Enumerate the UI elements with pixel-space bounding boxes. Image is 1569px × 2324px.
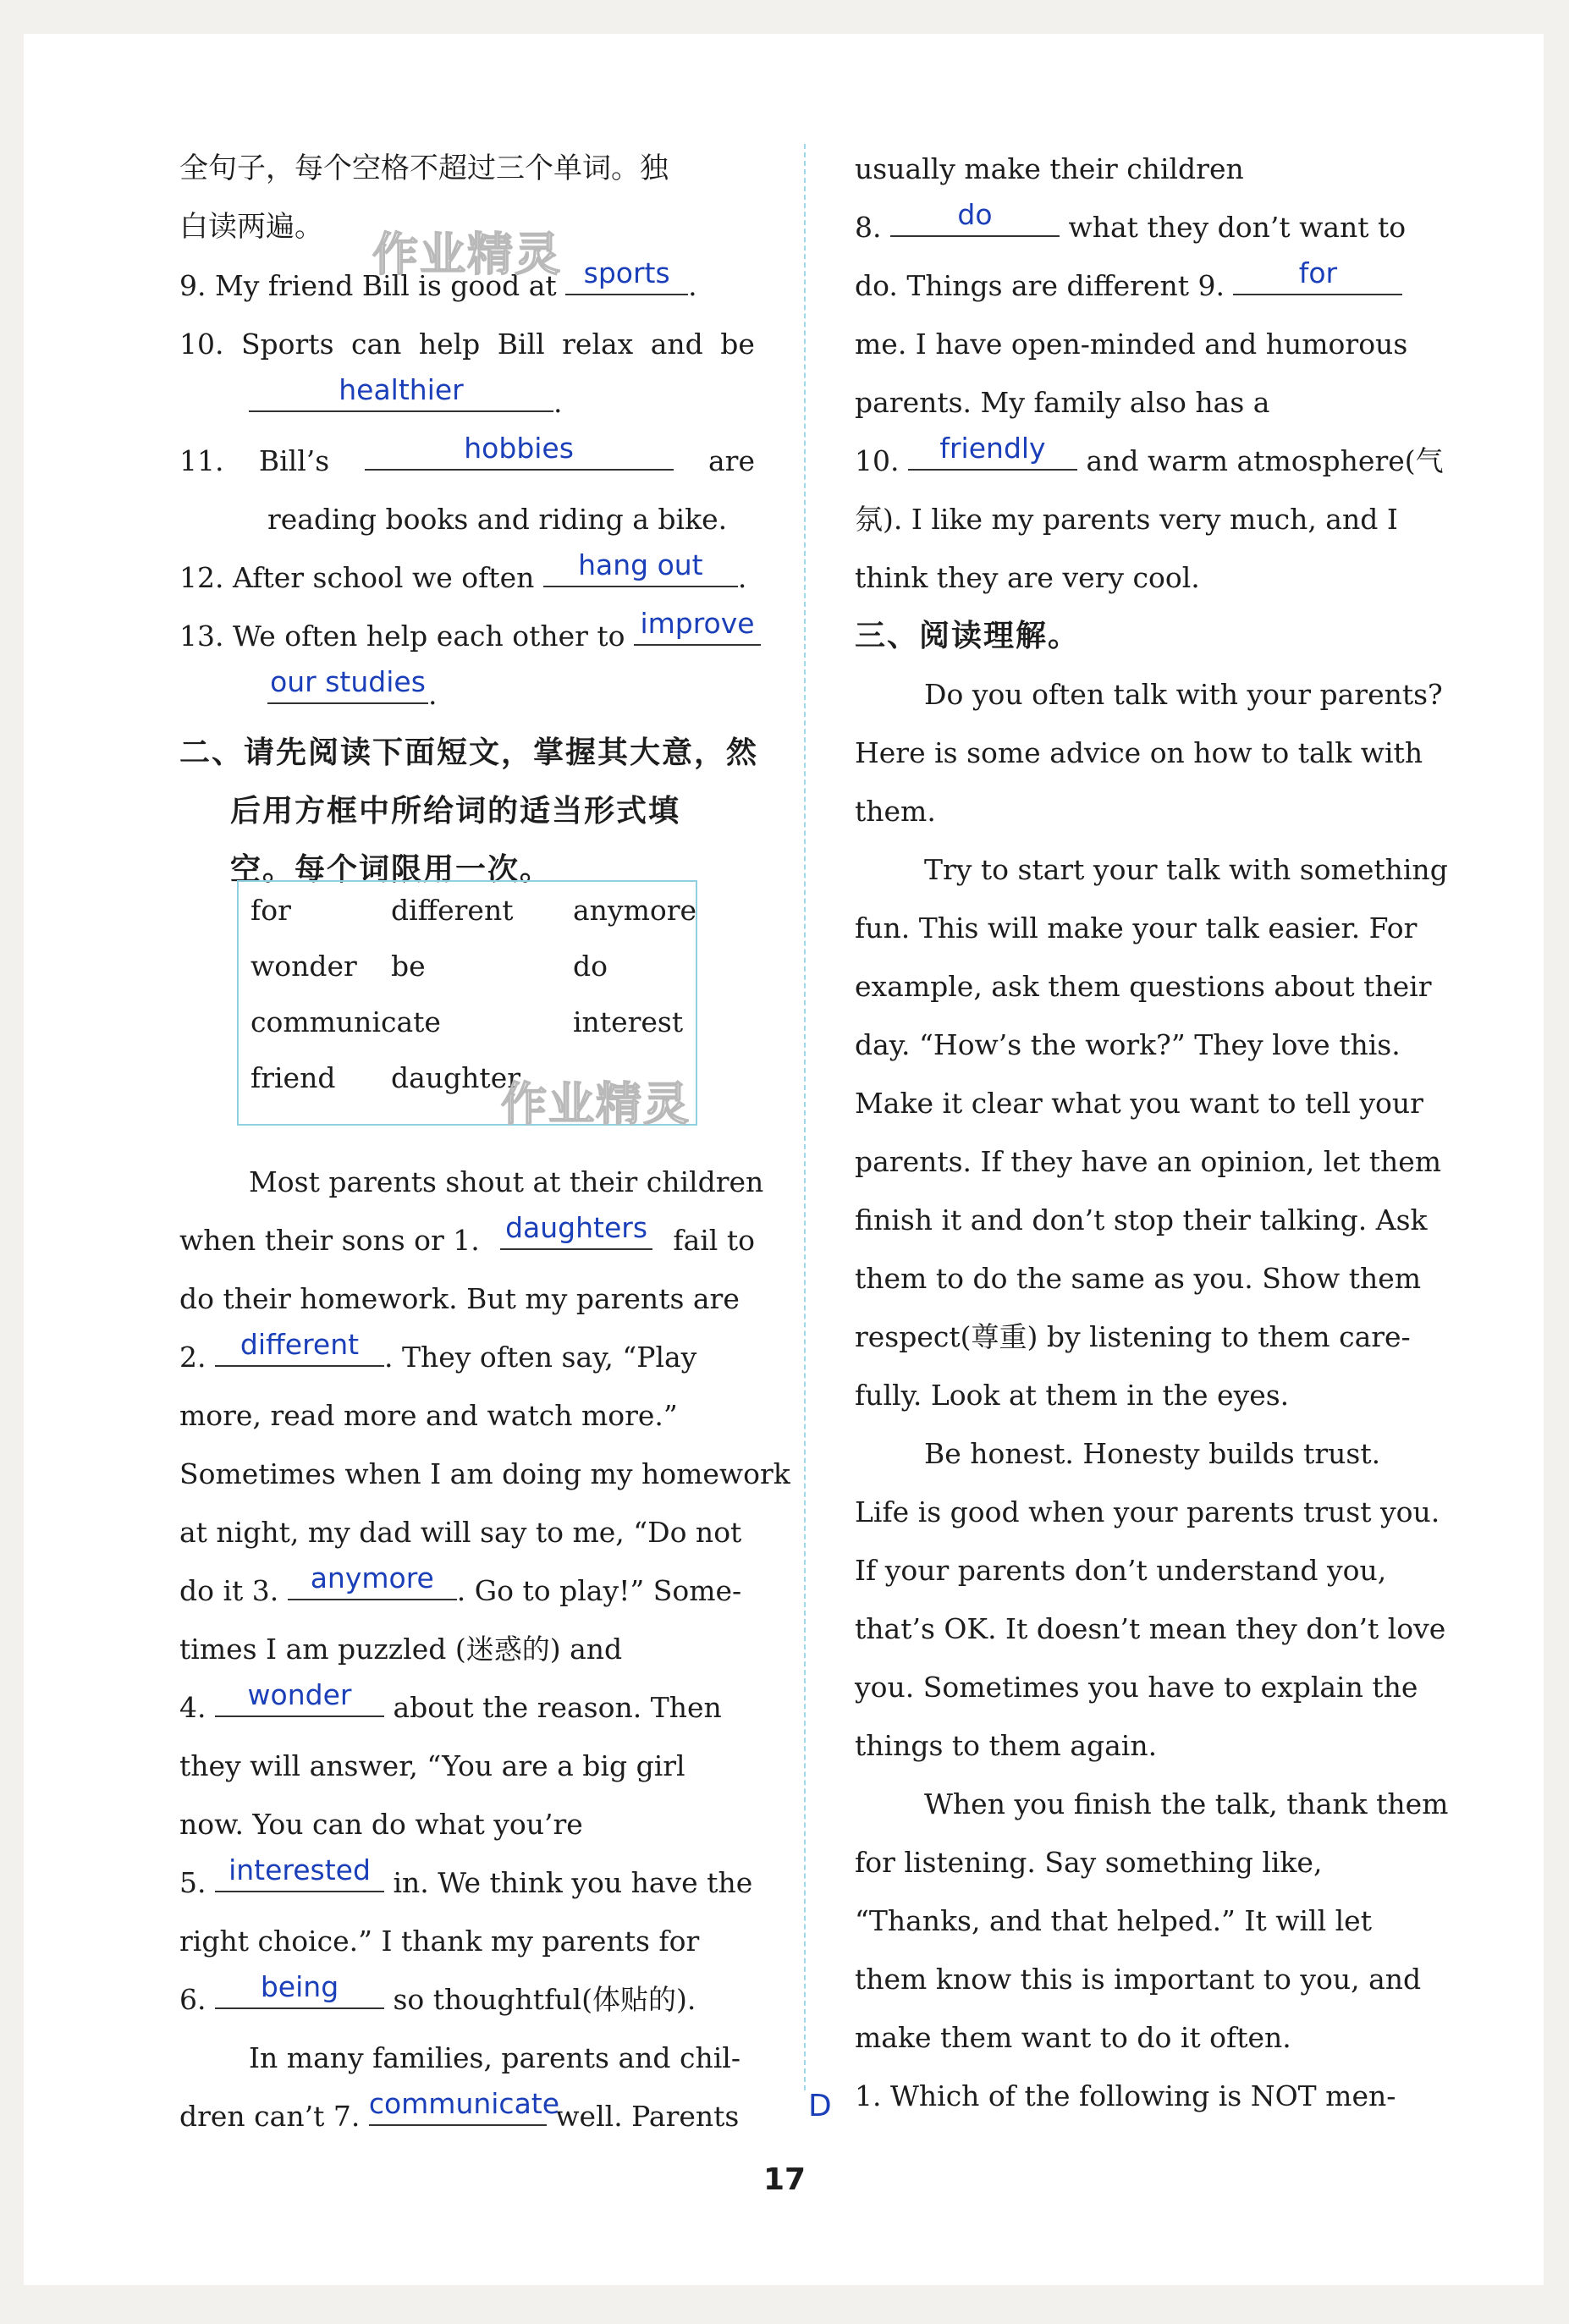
reading-line: Life is good when your parents trust you.	[855, 1495, 1440, 1528]
answer-blank[interactable]: healthier	[249, 382, 553, 412]
reading-line: you. Sometimes you have to explain the	[855, 1671, 1418, 1704]
reading-line: make them want to do it often.	[855, 2021, 1291, 2054]
word-box-item: communicate	[250, 1005, 441, 1038]
answer-blank[interactable]: our studies	[267, 674, 428, 704]
answer-blank[interactable]: hang out	[543, 557, 738, 587]
word-box-item: friend	[250, 1061, 336, 1094]
passage-line: they will answer, “You are a big girl	[179, 1749, 685, 1782]
passage-line: me. I have open-minded and humorous	[855, 328, 1408, 361]
reading-line: Here is some advice on how to talk with	[855, 736, 1423, 769]
question-13: 13. We often help each other to improve	[179, 607, 755, 665]
question-1: 1. Which of the following is NOT men-	[855, 2079, 1396, 2112]
passage-line: parents. My family also has a	[855, 386, 1270, 419]
passage-line: 6. being so thoughtful(体贴的).	[179, 1970, 696, 2016]
question-9: 9. My friend Bill is good at sports .	[179, 256, 697, 302]
passage-line: now. You can do what you’re	[179, 1808, 583, 1841]
section-3-heading: 三、阅读理解。	[855, 619, 1081, 653]
answer-blank[interactable]: communicate	[369, 2095, 547, 2126]
instruction-line: 全句子，每个空格不超过三个单词。独	[179, 151, 669, 185]
answer-blank[interactable]: daughters	[500, 1220, 652, 1250]
reading-line: them know this is important to you, and	[855, 1963, 1422, 1996]
passage-line: do their homework. But my parents are	[179, 1282, 740, 1315]
reading-line: them.	[855, 795, 936, 828]
question-12: 12. After school we often hang out .	[179, 548, 747, 594]
reading-line: day. “How’s the work?” They love this.	[855, 1028, 1401, 1061]
question-10: 10. Sports can help Bill relax and be	[179, 328, 755, 361]
answer-blank[interactable]: friendly	[908, 440, 1077, 471]
passage-line: Sometimes when I am doing my homework	[179, 1457, 790, 1490]
passage-line: 5. interested in. We think you have the	[179, 1853, 753, 1899]
reading-line: fully. Look at them in the eyes.	[855, 1379, 1290, 1412]
section-2-heading: 后用方框中所给词的适当形式填	[230, 794, 681, 829]
answer-blank[interactable]: being	[215, 1979, 384, 2009]
passage-line: In many families, parents and chil-	[249, 2041, 740, 2074]
passage-line: do. Things are different 9. for	[855, 256, 1430, 315]
right-column	[855, 140, 1449, 2125]
cloze-passage	[179, 1153, 790, 2145]
question-1-answer: D	[808, 2089, 832, 2123]
question-11-line2: reading books and riding a bike.	[267, 503, 728, 536]
instruction-line: 白读两遍。	[179, 210, 323, 244]
watermark: 作业精灵	[501, 1077, 691, 1131]
passage-line: 4. wonder about the reason. Then	[179, 1678, 722, 1724]
reading-line: them to do the same as you. Show them	[855, 1262, 1422, 1295]
passage-line: do it 3. anymore . Go to play!” Some-	[179, 1561, 742, 1607]
passage-line: times I am puzzled (迷惑的) and	[179, 1633, 623, 1666]
word-box-item: different	[391, 894, 514, 927]
passage-line: Most parents shout at their children	[249, 1165, 764, 1198]
reading-line: example, ask them questions about their	[855, 970, 1432, 1003]
reading-line: Try to start your talk with something	[924, 853, 1448, 886]
reading-line: If your parents don’t understand you,	[855, 1554, 1387, 1587]
word-box-item: anymore	[573, 894, 697, 927]
reading-line: that’s OK. It doesn’t mean they don’t love	[855, 1612, 1446, 1645]
word-box-item: be	[391, 950, 426, 983]
passage-line: when their sons or 1. daughters fail to	[179, 1211, 755, 1257]
answer-blank[interactable]: do	[890, 207, 1060, 237]
answer-blank[interactable]: for	[1233, 265, 1402, 295]
word-box-item: wonder	[250, 950, 357, 983]
passage-line: right choice.” I thank my parents for	[179, 1925, 700, 1958]
section-2-heading: 二、请先阅读下面短文，掌握其大意，然	[179, 735, 759, 770]
answer-blank[interactable]: anymore	[288, 1570, 457, 1600]
word-box-item: for	[250, 894, 291, 927]
reading-line: fun. This will make your talk easier. For	[855, 911, 1418, 944]
passage-line: 2. different . They often say, “Play	[179, 1328, 697, 1374]
watermark: 作业精灵	[372, 228, 562, 281]
question-10-line2: healthier .	[179, 373, 755, 432]
answer-blank[interactable]: interested	[215, 1862, 384, 1892]
passage-line: think they are very cool.	[855, 561, 1200, 594]
word-box-item: daughter	[391, 1061, 520, 1094]
reading-line: “Thanks, and that helped.” It will let	[855, 1904, 1372, 1937]
reading-line: finish it and don’t stop their talking. Ask	[855, 1203, 1428, 1236]
reading-line: Make it clear what you want to tell your	[855, 1087, 1423, 1120]
reading-line: Be honest. Honesty builds trust.	[924, 1437, 1381, 1470]
passage-line: usually make their children	[855, 152, 1244, 185]
passage-line: more, read more and watch more.”	[179, 1399, 678, 1432]
reading-line: When you finish the talk, thank them	[924, 1787, 1449, 1820]
reading-line: Do you often talk with your parents?	[924, 678, 1443, 711]
passage-line: 10. friendly and warm atmosphere(气	[855, 432, 1444, 477]
answer-blank[interactable]: different	[215, 1336, 384, 1367]
reading-line: parents. If they have an opinion, let them	[855, 1145, 1442, 1178]
reading-line: for listening. Say something like,	[855, 1846, 1323, 1879]
answer-blank[interactable]: improve	[634, 615, 761, 646]
reading-line: respect(尊重) by listening to them care-	[855, 1320, 1411, 1353]
reading-line: things to them again.	[855, 1729, 1158, 1762]
passage-line: 8. do what they don’t want to	[855, 198, 1407, 244]
section-2-heading: 空。每个词限用一次。	[230, 852, 553, 887]
answer-blank[interactable]: hobbies	[365, 440, 674, 471]
passage-line: 氛). I like my parents very much, and I	[855, 503, 1398, 536]
question-11: 11. Bill’s hobbies are	[179, 432, 755, 477]
word-box-item: interest	[573, 1005, 684, 1038]
question-13-line2: our studies .	[179, 665, 755, 724]
page-number: 17	[762, 2162, 807, 2197]
passage-line: dren can’t 7. communicate well. Parents	[179, 2087, 740, 2133]
passage-line: at night, my dad will say to me, “Do not	[179, 1516, 742, 1549]
column-divider	[804, 144, 806, 2090]
word-box-item: do	[573, 950, 608, 983]
answer-blank[interactable]: wonder	[215, 1687, 384, 1717]
answer-blank[interactable]: sports	[565, 265, 688, 295]
